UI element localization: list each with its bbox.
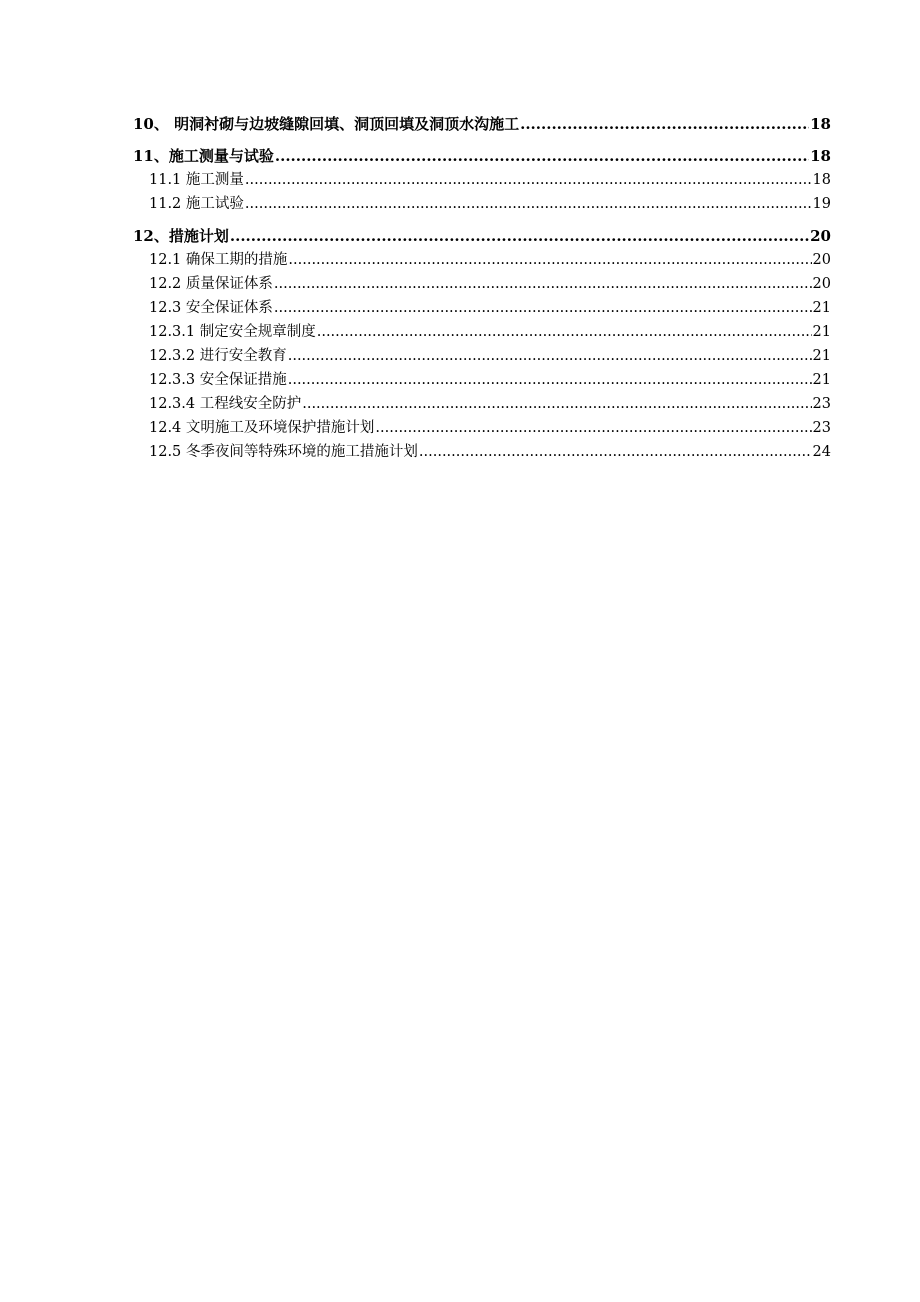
toc-entry-label: 12.4 文明施工及环境保护措施计划 xyxy=(149,420,375,436)
toc-page-number: 20 xyxy=(812,276,831,292)
toc-page-number: 18 xyxy=(812,172,831,188)
toc-entry-label: 12.3 安全保证体系 xyxy=(149,300,273,316)
toc-entry-label: 10、 明洞衬砌与边坡缝隙回填、洞顶回填及洞顶水沟施工 xyxy=(133,115,520,133)
toc-entry-label: 12.3.3 安全保证措施 xyxy=(149,372,287,388)
toc-entry-label: 12.2 质量保证体系 xyxy=(149,276,273,292)
toc-page-number: 20 xyxy=(810,227,831,245)
toc-dot-leader xyxy=(245,192,812,216)
toc-dot-leader xyxy=(274,296,812,320)
toc-page-number: 21 xyxy=(812,300,831,316)
toc-dot-leader xyxy=(520,112,809,136)
toc-page-number: 21 xyxy=(812,348,831,364)
toc-entry-12-3-3[interactable] xyxy=(133,368,831,392)
toc-entry-11[interactable] xyxy=(133,144,831,168)
toc-dot-leader xyxy=(375,416,811,440)
toc-entry-12-1[interactable] xyxy=(133,248,831,272)
table-of-contents xyxy=(133,112,831,464)
toc-entry-11-1[interactable] xyxy=(133,168,831,192)
toc-entry-label: 11、施工测量与试验 xyxy=(133,147,274,165)
toc-entry-12-3-2[interactable] xyxy=(133,344,831,368)
toc-entry-12-3-1[interactable] xyxy=(133,320,831,344)
toc-dot-leader xyxy=(419,440,812,464)
toc-dot-leader xyxy=(288,248,811,272)
toc-entry-12-5[interactable] xyxy=(133,440,831,464)
toc-entry-12-2[interactable] xyxy=(133,272,831,296)
toc-dot-leader xyxy=(275,144,809,168)
toc-page-number: 24 xyxy=(812,444,831,460)
toc-page-number: 21 xyxy=(812,324,831,340)
toc-entry-10[interactable] xyxy=(133,112,831,136)
toc-page-number: 23 xyxy=(812,396,831,412)
toc-entry-11-2[interactable] xyxy=(133,192,831,216)
toc-dot-leader xyxy=(288,368,812,392)
toc-entry-label: 12.3.1 制定安全规章制度 xyxy=(149,324,316,340)
toc-dot-leader xyxy=(317,320,812,344)
toc-page-number: 23 xyxy=(812,420,831,436)
toc-entry-label: 11.1 施工测量 xyxy=(149,172,244,188)
toc-dot-leader xyxy=(288,344,812,368)
toc-entry-12-3[interactable] xyxy=(133,296,831,320)
toc-entry-label: 12.5 冬季夜间等特殊环境的施工措施计划 xyxy=(149,444,418,460)
toc-entry-label: 11.2 施工试验 xyxy=(149,196,244,212)
toc-page-number: 18 xyxy=(810,147,831,165)
toc-dot-leader xyxy=(245,168,812,192)
toc-dot-leader xyxy=(230,224,809,248)
toc-entry-label: 12、措施计划 xyxy=(133,227,229,245)
toc-dot-leader xyxy=(274,272,812,296)
toc-entry-label: 12.1 确保工期的措施 xyxy=(149,252,288,268)
toc-page-number: 18 xyxy=(810,115,831,133)
toc-entry-label: 12.3.2 进行安全教育 xyxy=(149,348,287,364)
toc-page-number: 20 xyxy=(812,252,831,268)
toc-page-number: 19 xyxy=(812,196,831,212)
toc-entry-label: 12.3.4 工程线安全防护 xyxy=(149,396,302,412)
toc-entry-12-3-4[interactable] xyxy=(133,392,831,416)
toc-page-number: 21 xyxy=(812,372,831,388)
toc-entry-12[interactable] xyxy=(133,224,831,248)
toc-entry-12-4[interactable] xyxy=(133,416,831,440)
toc-dot-leader xyxy=(302,392,811,416)
